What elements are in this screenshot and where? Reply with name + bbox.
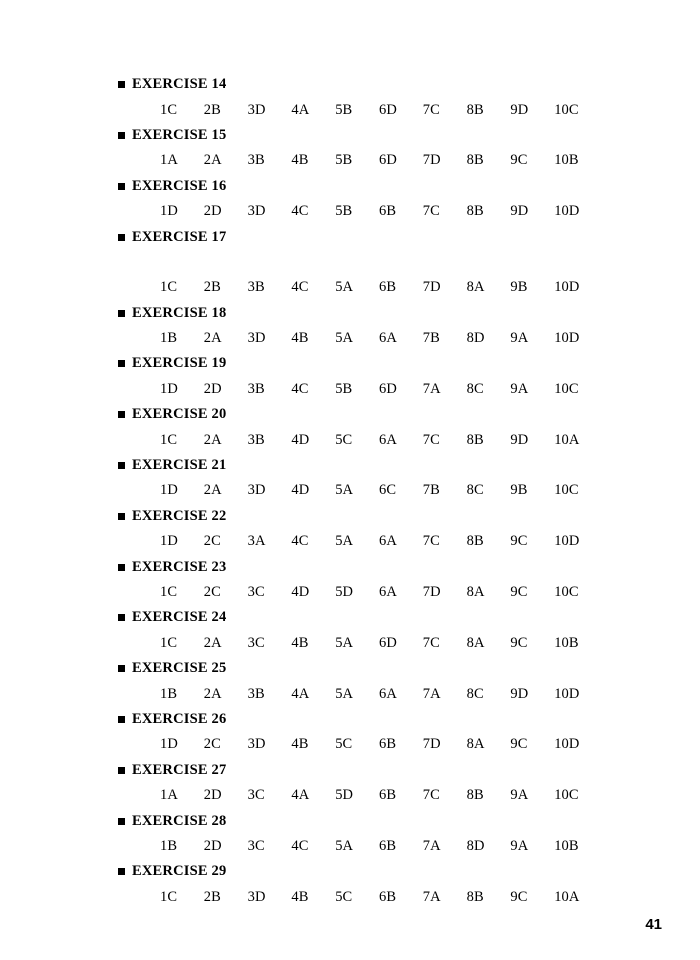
black-square-bullet-icon — [118, 360, 125, 367]
answer-cell: 1C — [160, 584, 178, 600]
answer-cell: 3B — [247, 152, 265, 169]
answer-row — [160, 783, 598, 808]
exercise-title: EXERCISE 27 — [132, 761, 227, 778]
answer-cell: 3B — [247, 279, 265, 296]
answer-cell: 2A — [203, 634, 222, 651]
answer-cell: 4D — [291, 584, 310, 600]
answer-cell: 2D — [203, 837, 222, 854]
answer-cell: 2C — [203, 736, 221, 753]
answer-cell: 9D — [510, 685, 529, 702]
answer-cell: 1A — [160, 787, 178, 804]
answer-cell: 7B — [422, 330, 440, 347]
black-square-bullet-icon — [118, 310, 125, 317]
answer-cell: 3C — [247, 634, 265, 651]
answer-cell: 5C — [335, 888, 353, 905]
answer-cell: 6A — [378, 431, 397, 448]
answer-cell: 8C — [466, 685, 484, 702]
answer-cell: 9B — [510, 482, 528, 499]
answer-cell: 10C — [554, 101, 579, 118]
answer-row — [160, 199, 598, 224]
answer-cell: 3C — [247, 584, 265, 600]
answer-cell: 1D — [160, 380, 178, 397]
answer-cell: 7D — [422, 736, 441, 753]
answer-cell: 5A — [335, 330, 354, 347]
answer-cell: 1C — [160, 888, 178, 905]
answer-row — [160, 529, 598, 554]
answer-cell: 9C — [510, 888, 528, 905]
answer-cell: 4D — [291, 482, 310, 499]
black-square-bullet-icon — [118, 132, 125, 139]
black-square-bullet-icon — [118, 234, 125, 241]
answer-cell: 1D — [160, 533, 178, 550]
exercise-heading — [118, 453, 598, 478]
answer-cell: 4B — [291, 888, 309, 905]
answer-cell: 8A — [466, 279, 485, 296]
answer-cell: 1D — [160, 482, 178, 499]
answer-cell: 2A — [203, 431, 222, 448]
answer-cell: 9A — [510, 380, 529, 397]
answer-cell: 10D — [554, 279, 580, 296]
answer-cell: 3C — [247, 787, 265, 804]
answer-cell: 6D — [378, 380, 397, 397]
answer-cell: 3D — [247, 736, 266, 753]
answer-cell: 5D — [335, 787, 354, 804]
answer-cell: 2B — [203, 279, 221, 296]
answer-cell: 9D — [510, 203, 529, 220]
answer-cell: 5B — [335, 101, 353, 118]
answer-cell: 2B — [203, 888, 221, 905]
black-square-bullet-icon — [118, 614, 125, 621]
answer-cell: 1B — [160, 837, 178, 854]
answer-cell: 1B — [160, 685, 178, 702]
answer-cell: 9C — [510, 533, 528, 550]
answer-cell: 10D — [554, 685, 580, 702]
answer-cell: 1D — [160, 736, 178, 753]
answer-cell: 8B — [466, 203, 484, 220]
exercise-heading — [118, 72, 598, 97]
answer-cell: 8B — [466, 533, 484, 550]
exercise-heading — [118, 605, 598, 630]
answer-cell: 8B — [466, 152, 484, 169]
answer-cell: 9A — [510, 837, 529, 854]
black-square-bullet-icon — [118, 81, 125, 88]
answer-cell: 5C — [335, 736, 353, 753]
answer-row — [160, 885, 598, 910]
answer-cell: 9A — [510, 330, 529, 347]
exercise-title: EXERCISE 18 — [132, 304, 227, 321]
answer-cell: 5A — [335, 837, 354, 854]
answer-cell: 5C — [335, 431, 353, 448]
answer-cell: 2C — [203, 584, 221, 600]
black-square-bullet-icon — [118, 411, 125, 418]
answer-cell: 6B — [378, 736, 397, 753]
answer-cell: 10D — [554, 203, 580, 220]
answer-cell: 5B — [335, 380, 353, 397]
black-square-bullet-icon — [118, 868, 125, 875]
answer-row — [160, 97, 598, 122]
answer-cell: 7D — [422, 279, 441, 296]
answer-cell: 6A — [378, 533, 397, 550]
answer-row — [160, 732, 598, 757]
answer-cell: 1C — [160, 431, 178, 448]
answer-cell: 7D — [422, 584, 441, 600]
answer-cell: 2A — [203, 685, 222, 702]
answer-cell: 1A — [160, 152, 178, 169]
answer-cell: 1C — [160, 101, 178, 118]
answer-cell: 8A — [466, 584, 485, 600]
answer-row — [160, 580, 598, 605]
answer-cell: 6D — [378, 101, 397, 118]
answer-cell: 2D — [203, 380, 222, 397]
answer-cell: 4B — [291, 330, 309, 347]
answer-cell: 10C — [554, 787, 579, 804]
answer-cell: 10C — [554, 482, 579, 499]
answer-cell: 6B — [378, 279, 397, 296]
answer-cell: 9D — [510, 101, 529, 118]
exercise-title: EXERCISE 15 — [132, 126, 227, 143]
answer-row — [160, 148, 598, 173]
answer-cell: 7A — [422, 837, 441, 854]
exercise-title: EXERCISE 23 — [132, 558, 227, 575]
answer-cell: 2A — [203, 152, 222, 169]
black-square-bullet-icon — [118, 818, 125, 825]
answer-cell: 1C — [160, 634, 178, 651]
black-square-bullet-icon — [118, 665, 125, 672]
answer-cell: 9C — [510, 736, 528, 753]
answer-cell: 3B — [247, 685, 265, 702]
answer-cell: 6B — [378, 888, 397, 905]
answer-cell: 7C — [422, 203, 440, 220]
answer-cell: 7A — [422, 888, 441, 905]
exercise-title: EXERCISE 24 — [132, 609, 227, 626]
exercise-title: EXERCISE 17 — [132, 228, 227, 245]
exercise-heading — [118, 224, 598, 249]
answer-cell: 6A — [378, 584, 397, 600]
answer-cell: 9B — [510, 279, 528, 296]
answer-cell: 9C — [510, 584, 528, 600]
answer-cell: 8A — [466, 736, 485, 753]
answer-cell: 9C — [510, 634, 528, 651]
answer-cell: 4C — [291, 380, 309, 397]
black-square-bullet-icon — [118, 716, 125, 723]
answer-cell: 6B — [378, 787, 397, 804]
page-number: 41 — [645, 916, 662, 933]
answer-cell: 7B — [422, 482, 440, 499]
exercise-title: EXERCISE 25 — [132, 660, 227, 677]
answer-cell: 10A — [554, 431, 580, 448]
answer-cell: 1C — [160, 279, 178, 296]
exercise-title: EXERCISE 16 — [132, 177, 227, 194]
answer-cell: 2D — [203, 203, 222, 220]
black-square-bullet-icon — [118, 564, 125, 571]
answer-cell: 3D — [247, 203, 266, 220]
answer-cell: 6D — [378, 152, 397, 169]
exercise-heading — [118, 504, 598, 529]
answer-cell: 9D — [510, 431, 529, 448]
answer-row — [160, 478, 598, 503]
exercise-heading — [118, 656, 598, 681]
black-square-bullet-icon — [118, 183, 125, 190]
answer-cell: 4C — [291, 533, 309, 550]
exercise-heading — [118, 402, 598, 427]
exercise-heading — [118, 758, 598, 783]
exercise-title: EXERCISE 19 — [132, 355, 227, 372]
answer-cell: 3D — [247, 888, 266, 905]
answer-row — [160, 275, 598, 300]
answer-cell: 8C — [466, 482, 484, 499]
answer-cell: 2D — [203, 787, 222, 804]
answer-cell: 8D — [466, 330, 485, 347]
answer-cell: 6B — [378, 837, 397, 854]
answer-cell: 7C — [422, 787, 440, 804]
answer-row — [160, 681, 598, 706]
exercise-heading — [118, 554, 598, 579]
answer-cell: 10B — [554, 837, 579, 854]
exercise-title: EXERCISE 20 — [132, 406, 227, 423]
exercise-title: EXERCISE 26 — [132, 710, 227, 727]
exercise-heading — [118, 707, 598, 732]
answer-cell: 4D — [291, 431, 310, 448]
answer-row — [160, 377, 598, 402]
answer-cell: 8B — [466, 431, 484, 448]
exercise-heading — [118, 808, 598, 833]
answer-cell: 7A — [422, 380, 441, 397]
answer-cell: 6C — [378, 482, 397, 499]
answer-cell: 7C — [422, 533, 440, 550]
answer-cell: 10A — [554, 888, 580, 905]
exercise-list — [118, 72, 598, 910]
exercise-heading — [118, 301, 598, 326]
answer-cell: 3D — [247, 330, 266, 347]
answer-cell: 6D — [378, 634, 397, 651]
answer-cell: 1D — [160, 203, 178, 220]
answer-cell: 5A — [335, 685, 354, 702]
answer-cell: 9A — [510, 787, 529, 804]
answer-cell: 4B — [291, 152, 309, 169]
answer-cell: 8C — [466, 380, 484, 397]
answer-cell: 2B — [203, 101, 221, 118]
answer-cell: 5D — [335, 584, 354, 600]
answer-cell: 3B — [247, 431, 265, 448]
answer-cell: 5A — [335, 482, 354, 499]
black-square-bullet-icon — [118, 462, 125, 469]
answer-cell: 5B — [335, 203, 353, 220]
answer-cell: 8B — [466, 787, 484, 804]
answer-cell: 4B — [291, 634, 309, 651]
answer-cell: 8B — [466, 888, 484, 905]
answer-cell: 7C — [422, 634, 440, 651]
answer-cell: 4A — [291, 685, 310, 702]
exercise-heading — [118, 859, 598, 884]
exercise-heading — [118, 174, 598, 199]
answer-cell: 3C — [247, 837, 265, 854]
answer-cell: 3B — [247, 380, 265, 397]
answer-cell: 3D — [247, 482, 266, 499]
black-square-bullet-icon — [118, 767, 125, 774]
answer-row — [160, 427, 598, 452]
blank-line — [118, 250, 598, 275]
answer-cell: 10B — [554, 634, 579, 651]
answer-cell: 6A — [378, 685, 397, 702]
black-square-bullet-icon — [118, 513, 125, 520]
answer-cell: 5A — [335, 279, 354, 296]
answer-cell: 10B — [554, 152, 579, 169]
answer-cell: 10D — [554, 330, 580, 347]
answer-cell: 3D — [247, 101, 266, 118]
answer-row — [160, 631, 598, 656]
answer-row — [160, 834, 598, 859]
answer-cell: 4C — [291, 837, 309, 854]
answer-cell: 3A — [247, 533, 266, 550]
answer-cell: 5B — [335, 152, 353, 169]
answer-cell: 7D — [422, 152, 441, 169]
answer-cell: 2C — [203, 533, 221, 550]
answer-cell: 8D — [466, 837, 485, 854]
answer-cell: 6A — [378, 330, 397, 347]
answer-cell: 4B — [291, 736, 309, 753]
answer-cell: 6B — [378, 203, 397, 220]
answer-cell: 7A — [422, 685, 441, 702]
answer-cell: 10D — [554, 533, 580, 550]
answer-cell: 5A — [335, 533, 354, 550]
answer-cell: 4C — [291, 279, 309, 296]
exercise-heading — [118, 123, 598, 148]
answer-cell: 10C — [554, 380, 579, 397]
exercise-title: EXERCISE 29 — [132, 863, 227, 880]
answer-cell: 8A — [466, 634, 485, 651]
exercise-title: EXERCISE 21 — [132, 457, 227, 474]
answer-cell: 9C — [510, 152, 528, 169]
answer-cell: 4A — [291, 787, 310, 804]
exercise-title: EXERCISE 22 — [132, 507, 227, 524]
answer-cell: 10C — [554, 584, 579, 600]
answer-cell: 8B — [466, 101, 484, 118]
exercise-heading — [118, 351, 598, 376]
answer-cell: 7C — [422, 431, 440, 448]
exercise-title: EXERCISE 14 — [132, 76, 227, 93]
answer-cell: 2A — [203, 482, 222, 499]
answer-cell: 4C — [291, 203, 309, 220]
answer-cell: 4A — [291, 101, 310, 118]
answer-cell: 5A — [335, 634, 354, 651]
answer-cell: 1B — [160, 330, 178, 347]
answer-cell: 7C — [422, 101, 440, 118]
answer-cell: 2A — [203, 330, 222, 347]
answer-row — [160, 326, 598, 351]
answer-cell: 10D — [554, 736, 580, 753]
exercise-title: EXERCISE 28 — [132, 812, 227, 829]
